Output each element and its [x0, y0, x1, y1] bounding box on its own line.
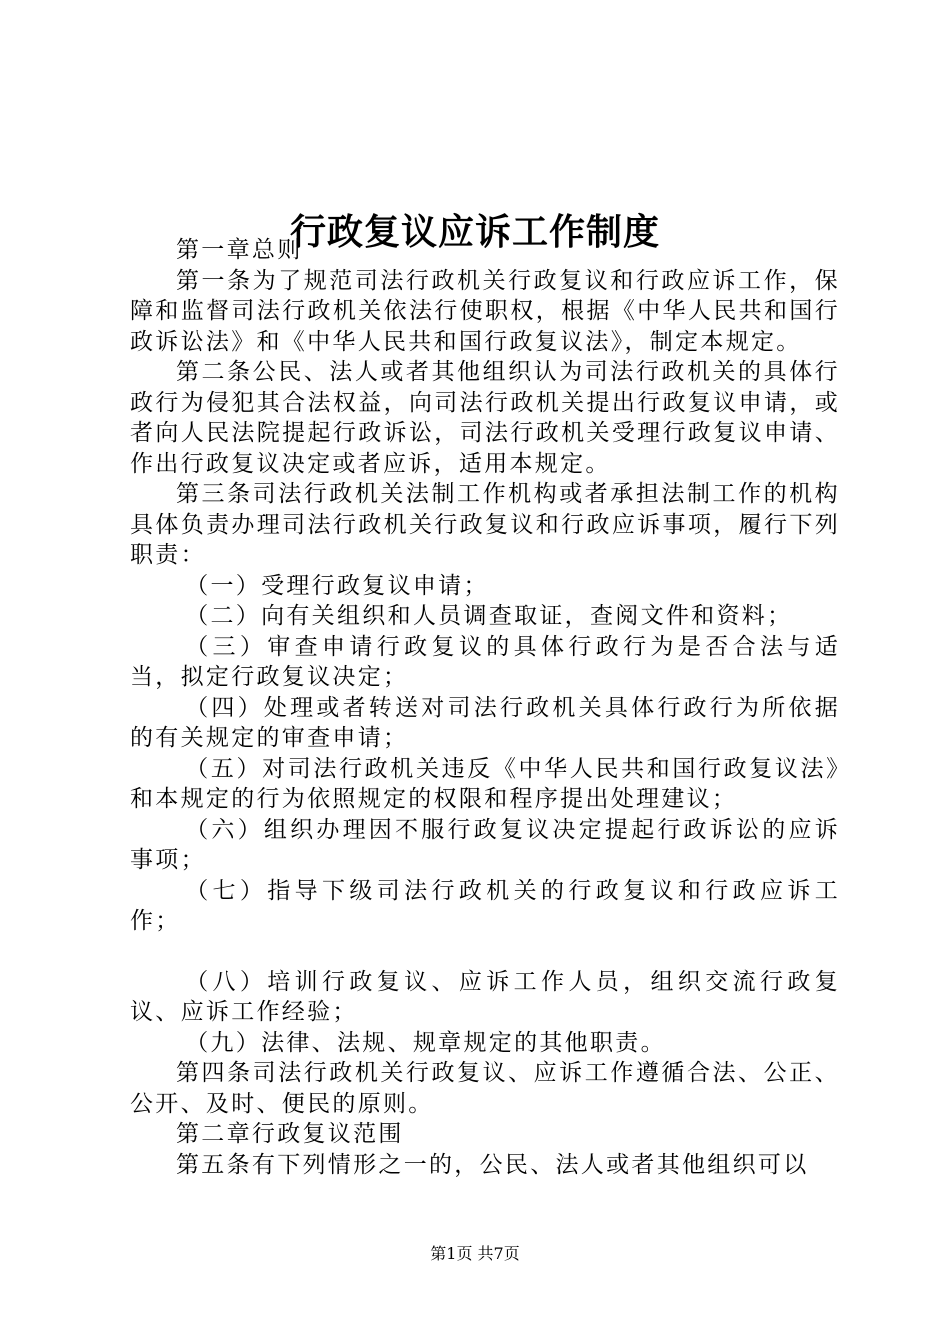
document-title: 行政复议应诉工作制度 [289, 211, 660, 254]
list-item: （三）审查申请行政复议的具体行政行为是否合法与适当，拟定行政复议决定； [130, 633, 840, 690]
list-item: （九）法律、法规、规章规定的其他职责。 [185, 1029, 666, 1056]
page-number-footer: 第1页 共7页 [430, 1244, 520, 1263]
chapter-heading: 第一章总则 [176, 237, 303, 263]
list-item: （八）培训行政复议、应诉工作人员，组织交流行政复议、应诉工作经验； [130, 968, 840, 1025]
article-paragraph: 第三条司法行政机关法制工作机构或者承担法制工作的机构具体负责办理司法行政机关行政复议和行政应诉事项，履行下列职责： [130, 481, 840, 568]
list-item: （五）对司法行政机关违反《中华人民共和国行政复议法》和本规定的行为依照规定的权限和程序提出处理建议； [130, 755, 840, 812]
list-item: （六）组织办理因不服行政复议决定提起行政诉讼的应诉事项； [130, 816, 840, 873]
list-item: （七）指导下级司法行政机关的行政复议和行政应诉工作； [130, 877, 840, 934]
document-body [130, 235, 840, 1180]
article-paragraph: 第二条公民、法人或者其他组织认为司法行政机关的具体行政行为侵犯其合法权益，向司法行政机关提出行政复议申请，或者向人民法院提起行政诉讼，司法行政机关受理行政复议申请、作出行政复议决定或者应诉，适用本规定。 [130, 359, 840, 477]
list-item: （二）向有关组织和人员调查取证，查阅文件和资料； [185, 603, 793, 629]
article-paragraph: 第一条为了规范司法行政机关行政复议和行政应诉工作，保障和监督司法行政机关依法行使职权，根据《中华人民共和国行政诉讼法》和《中华人民共和国行政复议法》，制定本规定。 [130, 267, 840, 355]
chapter-heading: 第二章行政复议范围 [176, 1121, 404, 1147]
article-paragraph: 第四条司法行政机关行政复议、应诉工作遵循合法、公正、公开、及时、便民的原则。 [130, 1060, 840, 1117]
list-item: （四）处理或者转送对司法行政机关具体行政行为所依据的有关规定的审查申请； [130, 694, 840, 751]
list-item: （一）受理行政复议申请； [185, 572, 489, 599]
article-paragraph: 第五条有下列情形之一的，公民、法人或者其他组织可以 [176, 1151, 809, 1178]
